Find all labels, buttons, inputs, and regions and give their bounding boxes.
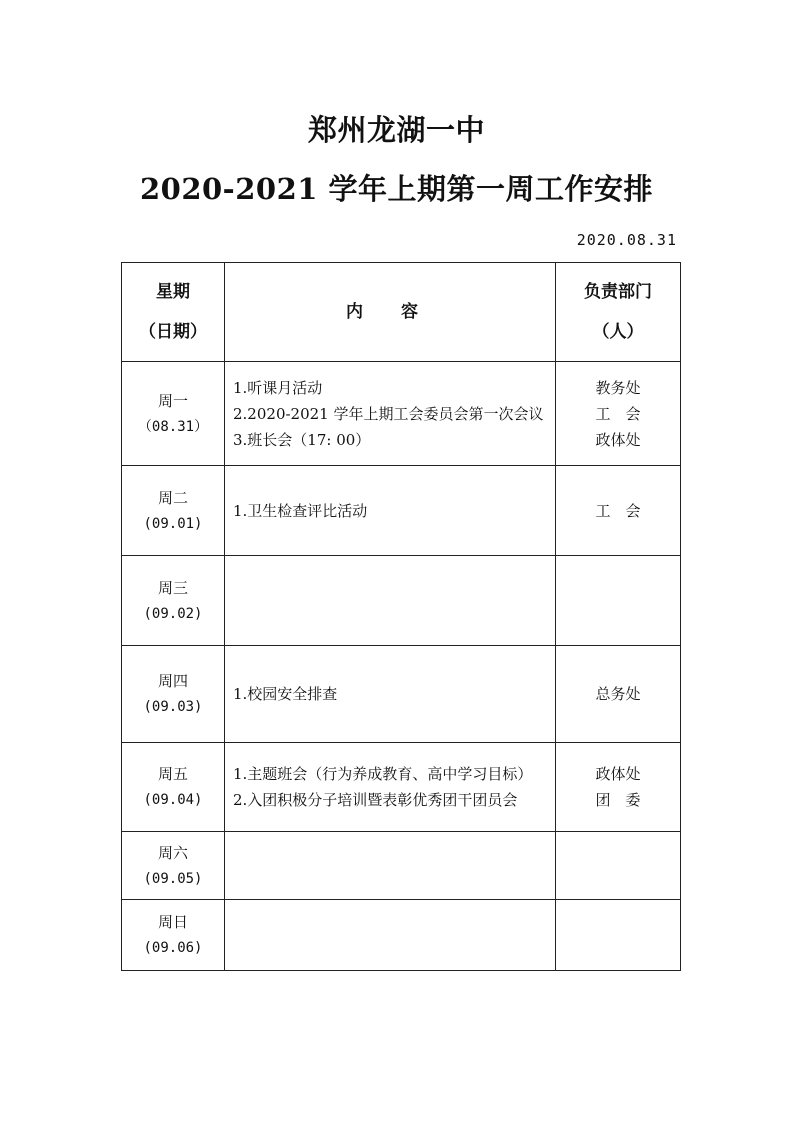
day-date: (09.02): [143, 605, 203, 622]
dept-cell: [556, 466, 681, 556]
day-name: 周六: [157, 843, 188, 862]
content-cell: [225, 646, 556, 743]
content-cell: [225, 832, 556, 900]
content-item: 2.入团积极分子培训暨表彰优秀团干团员会: [233, 791, 518, 809]
day-date: (09.05): [143, 870, 203, 887]
content-cell: [225, 743, 556, 832]
day-name: 周一: [157, 391, 188, 410]
dept-item: 教务处: [595, 378, 641, 397]
content-cell: [225, 900, 556, 971]
content-item: 1.听课月活动: [233, 378, 323, 397]
content-item: 2.2020-2021 学年上期工会委员会第一次会议: [233, 404, 544, 423]
header-content: [225, 263, 556, 362]
day-date: (09.01): [143, 515, 203, 532]
header-day: [122, 263, 225, 362]
content-cell: [225, 362, 556, 466]
dept-item: 总务处: [595, 685, 641, 703]
header-day-line1: 星期: [156, 282, 190, 302]
content-cell: [225, 466, 556, 556]
day-cell: [122, 362, 225, 466]
day-cell: [122, 743, 225, 832]
dept-cell: [556, 832, 681, 900]
dept-item: 工 会: [595, 501, 641, 520]
day-name: 周四: [157, 672, 188, 690]
day-cell: [122, 556, 225, 646]
document-subtitle: 2020-2021 学年上期第一周工作安排: [139, 172, 654, 206]
header-dept-line2: （人）: [592, 322, 644, 342]
dept-item: 工 会: [595, 404, 641, 423]
header-day-line2: （日期）: [139, 322, 207, 342]
day-cell: [122, 466, 225, 556]
day-name: 周五: [157, 765, 188, 783]
table-row: [122, 556, 681, 646]
dept-cell: [556, 743, 681, 832]
day-date: (09.06): [143, 940, 203, 956]
day-date: (09.03): [143, 699, 203, 715]
document-date: 2020.08.31: [576, 231, 677, 249]
content-item: 1.主题班会（行为养成教育、高中学习目标）: [233, 765, 533, 783]
header-dept: [556, 263, 681, 362]
table-header-row: [122, 263, 681, 362]
table-row: [122, 466, 681, 556]
table-row: [122, 832, 681, 900]
day-cell: [122, 900, 225, 971]
table-row: [122, 646, 681, 743]
day-cell: [122, 646, 225, 743]
schedule-table: [121, 262, 681, 971]
header-dept-line1: 负责部门: [584, 282, 652, 302]
day-name: 周三: [157, 578, 188, 597]
content-item: 1.校园安全排查: [233, 685, 338, 703]
header-content-label: 内 容: [346, 302, 434, 322]
dept-item: 团 委: [595, 791, 641, 809]
table-row: [122, 743, 681, 832]
dept-cell: [556, 556, 681, 646]
dept-cell: [556, 900, 681, 971]
day-date: (09.04): [143, 792, 203, 808]
table-row: [122, 362, 681, 466]
dept-item: 政体处: [595, 765, 641, 783]
dept-cell: [556, 362, 681, 466]
school-title: 郑州龙湖一中: [307, 113, 485, 147]
day-cell: [122, 832, 225, 900]
day-name: 周二: [157, 488, 188, 507]
dept-item: 政体处: [595, 430, 641, 449]
content-cell: [225, 556, 556, 646]
content-item: 3.班长会（17: 00）: [233, 430, 371, 449]
dept-cell: [556, 646, 681, 743]
table-row: [122, 900, 681, 971]
content-item: 1.卫生检查评比活动: [233, 501, 368, 520]
day-name: 周日: [157, 913, 188, 931]
day-date: （08.31）: [137, 418, 209, 435]
